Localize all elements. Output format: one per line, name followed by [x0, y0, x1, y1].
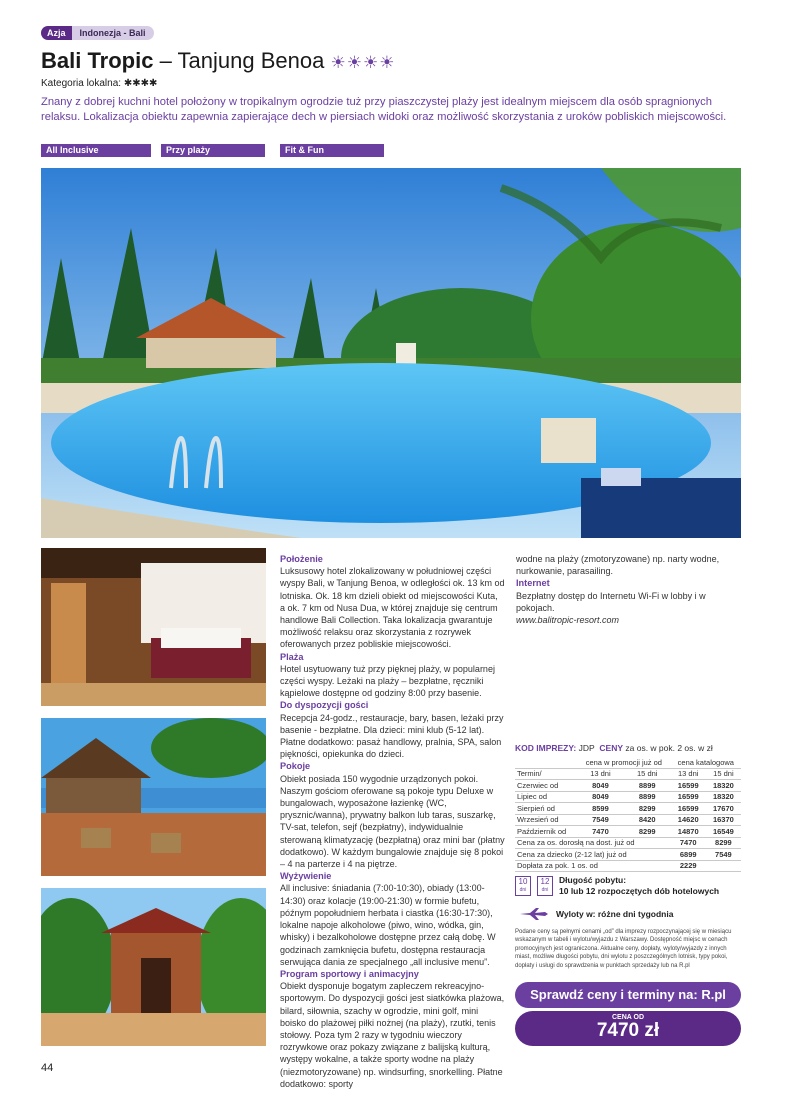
- price-cell: 14620: [671, 814, 706, 826]
- price-cell: 8299: [624, 826, 671, 838]
- row-month: Czerwiec od: [515, 780, 577, 792]
- tag-fit-fun: Fit & Fun: [280, 144, 384, 157]
- section-heading: Położenie: [280, 554, 323, 564]
- hero-pool-photo: [41, 168, 741, 538]
- col-days: 15 dni: [624, 768, 671, 780]
- price-cell: 8420: [624, 814, 671, 826]
- stay-text: 10 lub 12 rozpoczętych dób hotelowych: [559, 886, 720, 896]
- stay-length: [515, 875, 719, 897]
- section-text: Recepcja 24-godz., restauracje, bary, basen, leżaki przy basenie - bezpłatne. Dla dzieci: mini klub (5-12 lat). Płatne dodatkowo: pasaż handlowy, pralnia, SPA, salon piękności, opiekunka do dzieci.: [280, 712, 504, 760]
- tag-all-inclusive: All Inclusive: [41, 144, 151, 157]
- group-promo: cena w promocji już od: [577, 757, 671, 768]
- price-cell: 8299: [706, 837, 741, 849]
- page-number: 44: [41, 1062, 54, 1074]
- section-text: Hotel usytuowany tuż przy pięknej plaży, w popularnej części wyspy. Leżaki na plaży – bezpłatne, ręczniki kąpielowe dostępne od godziny 8:00 przy basenie.: [280, 663, 495, 699]
- section-text: Obiekt dysponuje bogatym zapleczem rekreacyjno-sportowym. Do dyspozycji gości jest siatkówka plażowa, bilard, siłownia, szachy w ogrodzie, mini golf, mini boisko do plażowej piłki nożnej (na plaży), rzutki, tenis stołowy. Poza tym 2 razy w tygodniu wieczory rozrywkowe oraz pokazy związane z balijską kulturą, występy wokalne, a także sporty wodne na plaży (niezmotoryzowane) np. windsurfing, snorkelling. Płatne dodatkowo: sporty: [280, 981, 505, 1089]
- price-label: CENY: [599, 743, 624, 753]
- description-column: [280, 553, 505, 1090]
- price-from-badge: [515, 1011, 741, 1046]
- price-cell: 7470: [671, 837, 706, 849]
- price-cell: 8599: [577, 803, 624, 815]
- col-days: 15 dni: [706, 768, 741, 780]
- section-heading: Internet: [516, 578, 550, 589]
- price-from-value: 7470 zł: [596, 1020, 660, 1041]
- section-text: Obiekt posiada 150 wygodnie urządzonych pokoi. Naszym gościom oferowane są pokoje typu Deluxe w bungalowach, wyposażone łazienkę (WC, prysznic/wanna), prywatny balkon lub taras, suszarkę, TV-sat, telefon, sejf (bezpłatny), indywidualnie sterowaną klimatyzację (bezpłatną) oraz mini bar (płatny dodatkowo). W każdym bungalowie znajduje się 8 pokoi – 4 na parterze i 4 na piętrze.: [280, 773, 505, 870]
- price-cell: 7549: [706, 849, 741, 861]
- table-row: [515, 814, 741, 826]
- price-cell: 14870: [671, 826, 706, 838]
- table-row: [515, 791, 741, 803]
- description-column-right: [516, 553, 742, 626]
- extra-label: Dopłata za pok. 1 os. od: [515, 860, 671, 872]
- breadcrumb: [41, 26, 154, 40]
- departure-info: [520, 908, 673, 920]
- price-table-header: [515, 743, 741, 753]
- price-cell: 7470: [577, 826, 624, 838]
- price-cell: 16549: [706, 826, 741, 838]
- check-prices-button[interactable]: Sprawdź ceny i terminy na: R.pl: [515, 982, 741, 1008]
- price-cell: 18320: [706, 791, 741, 803]
- price-table: [515, 743, 741, 872]
- extra-label: Cena za dziecko (2-12 lat) już od: [515, 849, 671, 861]
- departure-text: Wyloty w: różne dni tygodnia: [556, 909, 674, 919]
- hotel-location: – Tanjung Benoa: [153, 48, 325, 73]
- local-category: Kategoria lokalna: ✱✱✱✱: [41, 78, 158, 89]
- price-cell: 16599: [671, 791, 706, 803]
- row-month: Sierpień od: [515, 803, 577, 815]
- breadcrumb-country[interactable]: Indonezja - Bali: [72, 26, 154, 40]
- section-text: All inclusive: śniadania (7:00-10:30), obiady (13:00-14:30) oraz kolacje (19:00-21:30) w formie bufetu, późnym popołudniem herbata i ciastka (16:30-17:30), lokalne napoje alkoholowe (piwo, wino, wódka, gin, whisky) i bezalkoholowe dostępne przez całą dobę. W godzinach zamknięcia bufetu, dostępna restauracja serwująca dania ze specjalnego „all inclusive menu”.: [280, 883, 496, 967]
- days-10-icon: 10 dni: [515, 876, 531, 896]
- price-cell: 16599: [671, 780, 706, 792]
- price-cell: 16599: [671, 803, 706, 815]
- section-text: Luksusowy hotel zlokalizowany w południowej części wyspy Bali, w Tanjung Benoa, w odległości ok. 13 km od lotniska. Ok. 18 km dzieli obiekt od miejscowości Kuta, a ok. 7 km od Nusa Dua, w której znajduje się centrum handlowe Bali Collection. Taka lokalizacja gwarantuje możliwość relaksu oraz skorzystania z rozrywek oferowanych przez pobliskie miejscowości.: [280, 566, 505, 650]
- price-from-label: CENA OD: [611, 1014, 645, 1021]
- stay-heading: Długość pobytu:: [559, 875, 627, 885]
- table-row: [515, 849, 741, 861]
- section-heading: Program sportowy i animacyjny: [280, 968, 419, 979]
- hotel-name: Bali Tropic: [41, 48, 154, 73]
- price-cell: 8049: [577, 780, 624, 792]
- price-cell: 2229: [671, 860, 706, 872]
- price-grid: [515, 757, 741, 872]
- section-text: wodne na plaży (zmotoryzowane) np. narty wodne, nurkowanie, parasailing.: [516, 554, 720, 577]
- lead-paragraph: Znany z dobrej kuchni hotel położony w tropikalnym ogrodzie tuż przy piaszczystej plaży jest idealnym miejscem dla osób spragnionych relaksu. Lokalizacja obiektu zapewnia zapierające dech w piersiach widoki oraz możliwość skorzystania z uroków pobliskich miejscowości.: [41, 96, 727, 123]
- section-heading: Pokoje: [280, 761, 311, 772]
- hotel-website-link[interactable]: www.balitropic-resort.com: [516, 615, 620, 626]
- price-cell: 8299: [624, 803, 671, 815]
- col-term: Termin/: [515, 768, 577, 780]
- tag-beach: Przy plaży: [161, 144, 265, 157]
- section-heading: Wyżywienie: [280, 871, 332, 882]
- code-value: JDP: [576, 743, 595, 753]
- restaurant-photo: [41, 718, 266, 876]
- section-heading: Plaża: [280, 651, 304, 662]
- col-days: 13 dni: [671, 768, 706, 780]
- price-cell: 8899: [624, 780, 671, 792]
- table-row: [515, 837, 741, 849]
- price-cell: [706, 860, 741, 872]
- fine-print: Podane ceny są pełnymi cenami „od” dla imprezy rozpoczynającej się w miesiącu wskazanym w tabeli i wylotu/wyjazdu z Warszawy. Dostępność miejsc w cenach promocyjnych jest ograniczona. Aktualne ceny, dopłaty, wyloty/wyjazdy z innych miast, możliwe długości pobytu, dni wylotu z poszczególnych lotnisk, typy pokoi, dopłaty i usługi do sprawdzenia w punktach sprzedaży lub na R.pl: [515, 929, 732, 969]
- table-row: [515, 803, 741, 815]
- temple-photo: [41, 888, 266, 1046]
- price-cell: 8899: [624, 791, 671, 803]
- group-catalog: cena katalogowa: [671, 757, 741, 768]
- section-text: Bezpłatny dostęp do Internetu Wi-Fi w lobby i w pokojach.: [516, 590, 706, 613]
- row-month: Wrzesień od: [515, 814, 577, 826]
- price-cell: 16370: [706, 814, 741, 826]
- room-photo: [41, 548, 266, 706]
- price-cell: 8049: [577, 791, 624, 803]
- price-note: za os. w pok. 2 os. w zł: [623, 743, 713, 753]
- hotel-title: [41, 48, 395, 74]
- extra-label: Cena za os. dorosłą na dost. już od: [515, 837, 671, 849]
- col-days: 13 dni: [577, 768, 624, 780]
- section-heading: Do dyspozycji gości: [280, 700, 369, 711]
- plane-icon: [520, 908, 548, 920]
- row-month: Lipiec od: [515, 791, 577, 803]
- rating-sun-icons: ☀☀☀☀: [330, 53, 396, 72]
- row-month: Październik od: [515, 826, 577, 838]
- price-cell: 17670: [706, 803, 741, 815]
- table-row: [515, 860, 741, 872]
- price-cell: 7549: [577, 814, 624, 826]
- code-label: KOD IMPREZY:: [515, 743, 577, 753]
- table-row: [515, 826, 741, 838]
- days-12-icon: 12 dni: [537, 876, 553, 896]
- price-cell: 6899: [671, 849, 706, 861]
- price-cell: 18320: [706, 780, 741, 792]
- breadcrumb-region[interactable]: Azja: [41, 26, 72, 40]
- table-row: [515, 780, 741, 792]
